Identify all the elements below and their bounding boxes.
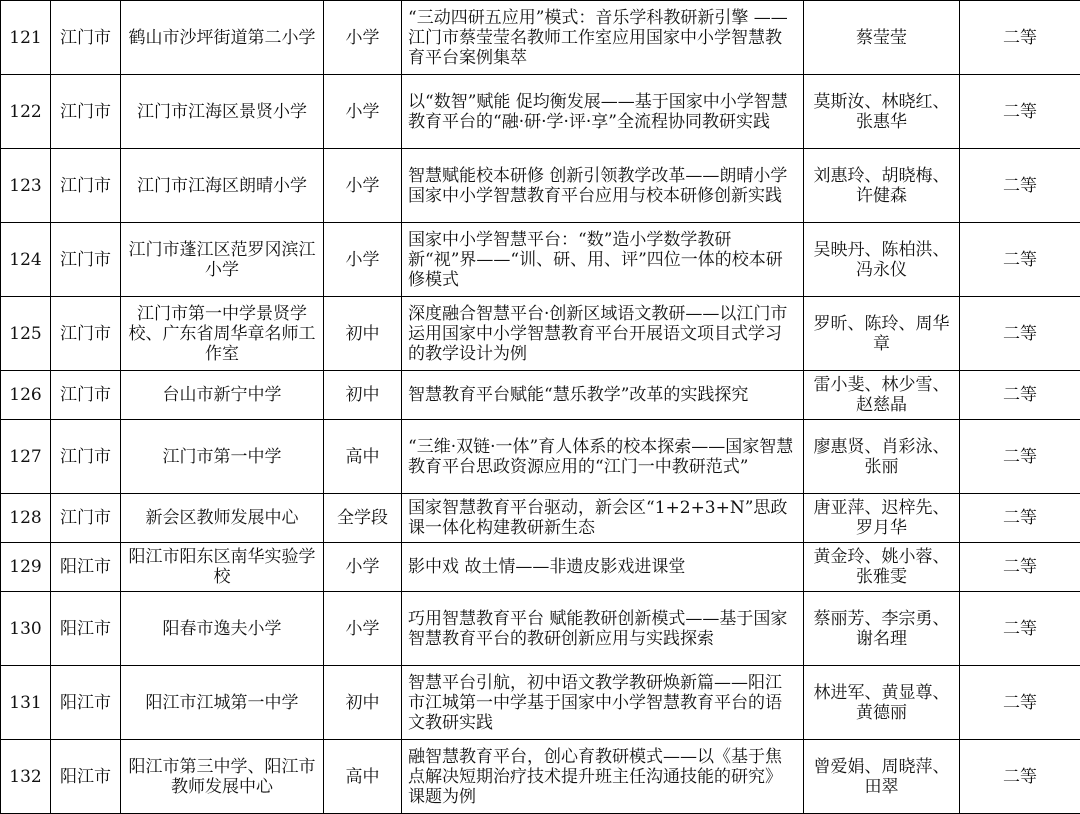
school-cell: 阳江市第三中学、阳江市教师发展中心	[121, 740, 324, 814]
level-cell: 小学	[324, 592, 402, 666]
authors-cell: 曾爱娟、周晓萍、田翠	[804, 740, 960, 814]
award-cell: 二等	[960, 1, 1080, 75]
authors-cell: 廖惠贤、肖彩泳、张丽	[804, 420, 960, 494]
project-title-cell: 智慧赋能校本研修 创新引领教学改革——朗晴小学国家中小学智慧教育平台应用与校本研修创新实践	[402, 149, 804, 223]
school-cell: 新会区教师发展中心	[121, 494, 324, 543]
row-number: 127	[1, 420, 51, 494]
authors-cell: 吴映丹、陈柏洪、冯永仪	[804, 223, 960, 297]
row-number: 122	[1, 75, 51, 149]
table-row	[1, 740, 1080, 814]
table-row	[1, 149, 1080, 223]
row-number: 123	[1, 149, 51, 223]
award-cell: 二等	[960, 592, 1080, 666]
table-row	[1, 543, 1080, 592]
city-cell: 江门市	[51, 75, 121, 149]
authors-cell: 蔡丽芳、李宗勇、谢名理	[804, 592, 960, 666]
school-cell: 江门市第一中学景贤学校、广东省周华章名师工作室	[121, 297, 324, 371]
project-title-cell: 国家中小学智慧平台：“数”造小学数学教研新“视”界——“训、研、用、评”四位一体的校本研修模式	[402, 223, 804, 297]
level-cell: 小学	[324, 75, 402, 149]
award-cell: 二等	[960, 75, 1080, 149]
award-cell: 二等	[960, 666, 1080, 740]
award-cell: 二等	[960, 297, 1080, 371]
city-cell: 江门市	[51, 420, 121, 494]
level-cell: 高中	[324, 740, 402, 814]
table-row	[1, 297, 1080, 371]
level-cell: 小学	[324, 543, 402, 592]
school-cell: 阳江市阳东区南华实验学校	[121, 543, 324, 592]
school-cell: 江门市江海区朗晴小学	[121, 149, 324, 223]
award-cell: 二等	[960, 543, 1080, 592]
authors-cell: 唐亚萍、迟梓先、罗月华	[804, 494, 960, 543]
school-cell: 江门市第一中学	[121, 420, 324, 494]
school-cell: 江门市蓬江区范罗冈滨江小学	[121, 223, 324, 297]
project-title-cell: 智慧平台引航，初中语文教学教研焕新篇——阳江市江城第一中学基于国家中小学智慧教育平台的语文教研实践	[402, 666, 804, 740]
city-cell: 阳江市	[51, 666, 121, 740]
project-title-cell: 影中戏 故土情——非遗皮影戏进课堂	[402, 543, 804, 592]
project-title-cell: 深度融合智慧平台·创新区域语文教研——以江门市运用国家中小学智慧教育平台开展语文项目式学习的教学设计为例	[402, 297, 804, 371]
project-title-cell: 智慧教育平台赋能“慧乐教学”改革的实践探究	[402, 371, 804, 420]
city-cell: 阳江市	[51, 592, 121, 666]
award-cell: 二等	[960, 223, 1080, 297]
table-row	[1, 666, 1080, 740]
row-number: 132	[1, 740, 51, 814]
award-cell: 二等	[960, 420, 1080, 494]
table-body	[1, 1, 1080, 814]
city-cell: 江门市	[51, 149, 121, 223]
school-cell: 鹤山市沙坪街道第二小学	[121, 1, 324, 75]
table-row	[1, 371, 1080, 420]
authors-cell: 林进军、黄显尊、黄德丽	[804, 666, 960, 740]
row-number: 126	[1, 371, 51, 420]
authors-cell: 雷小斐、林少雪、赵慈晶	[804, 371, 960, 420]
authors-cell: 罗昕、陈玲、周华章	[804, 297, 960, 371]
award-cell: 二等	[960, 371, 1080, 420]
city-cell: 江门市	[51, 297, 121, 371]
level-cell: 高中	[324, 420, 402, 494]
award-cell: 二等	[960, 494, 1080, 543]
level-cell: 小学	[324, 1, 402, 75]
award-cell: 二等	[960, 740, 1080, 814]
table-row	[1, 75, 1080, 149]
school-cell: 台山市新宁中学	[121, 371, 324, 420]
row-number: 129	[1, 543, 51, 592]
table-row	[1, 1, 1080, 75]
project-title-cell: “三动四研五应用”模式：音乐学科教研新引擎 ——江门市蔡莹莹名教师工作室应用国家中小学智慧教育平台案例集萃	[402, 1, 804, 75]
authors-cell: 刘惠玲、胡晓梅、许健森	[804, 149, 960, 223]
authors-cell: 蔡莹莹	[804, 1, 960, 75]
row-number: 130	[1, 592, 51, 666]
level-cell: 初中	[324, 371, 402, 420]
level-cell: 初中	[324, 666, 402, 740]
level-cell: 全学段	[324, 494, 402, 543]
authors-cell: 莫斯汝、林晓红、张惠华	[804, 75, 960, 149]
project-title-cell: 以“数智”赋能 促均衡发展——基于国家中小学智慧教育平台的“融·研·学·评·享”全流程协同教研实践	[402, 75, 804, 149]
row-number: 121	[1, 1, 51, 75]
table-row	[1, 223, 1080, 297]
authors-cell: 黄金玲、姚小蓉、张雅雯	[804, 543, 960, 592]
city-cell: 阳江市	[51, 543, 121, 592]
city-cell: 江门市	[51, 494, 121, 543]
table-row	[1, 420, 1080, 494]
city-cell: 江门市	[51, 1, 121, 75]
level-cell: 初中	[324, 297, 402, 371]
project-title-cell: “三维·双链·一体”育人体系的校本探索——国家智慧教育平台思政资源应用的“江门一中教研范式”	[402, 420, 804, 494]
city-cell: 江门市	[51, 371, 121, 420]
school-cell: 江门市江海区景贤小学	[121, 75, 324, 149]
city-cell: 阳江市	[51, 740, 121, 814]
school-cell: 阳江市江城第一中学	[121, 666, 324, 740]
level-cell: 小学	[324, 149, 402, 223]
table-row	[1, 494, 1080, 543]
project-title-cell: 巧用智慧教育平台 赋能教研创新模式——基于国家智慧教育平台的教研创新应用与实践探索	[402, 592, 804, 666]
project-title-cell: 国家智慧教育平台驱动，新会区“1+2+3+N”思政课一体化构建教研新生态	[402, 494, 804, 543]
award-cell: 二等	[960, 149, 1080, 223]
city-cell: 江门市	[51, 223, 121, 297]
row-number: 124	[1, 223, 51, 297]
school-cell: 阳春市逸夫小学	[121, 592, 324, 666]
row-number: 125	[1, 297, 51, 371]
project-title-cell: 融智慧教育平台，创心育教研模式——以《基于焦点解决短期治疗技术提升班主任沟通技能的研究》课题为例	[402, 740, 804, 814]
row-number: 128	[1, 494, 51, 543]
level-cell: 小学	[324, 223, 402, 297]
table-row	[1, 592, 1080, 666]
row-number: 131	[1, 666, 51, 740]
